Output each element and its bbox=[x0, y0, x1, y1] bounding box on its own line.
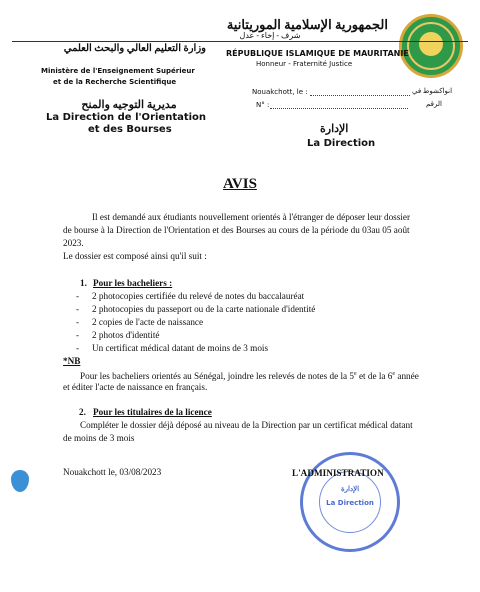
ministry-name-arabic: وزارة التعليم العالي والبحث العلمي bbox=[63, 43, 206, 54]
list-item: - Un certificat médical datant de moins de 3 mois bbox=[76, 343, 269, 353]
administration-french: La Direction bbox=[307, 138, 376, 149]
stamp-arabic: الإدارة bbox=[340, 485, 360, 493]
nb-line-2: et éditer l'acte de naissance en français. bbox=[63, 382, 208, 392]
section-1-number: 1. bbox=[80, 278, 87, 288]
issue-date: Nouakchott le, 03/08/2023 bbox=[63, 467, 162, 477]
composition-line: Le dossier est composé ainsi qu'il suit : bbox=[63, 251, 207, 261]
nb-label: *NB bbox=[63, 356, 81, 366]
water-drop-icon bbox=[11, 470, 29, 492]
list-item: - 2 photocopies du passeport ou de la carte nationale d'identité bbox=[76, 304, 316, 314]
nouakchott-date-label: Nouakchott, le : bbox=[252, 88, 308, 96]
direction-name-french-line-2: et des Bourses bbox=[88, 124, 172, 135]
ministry-name-french-line-1: Ministère de l'Enseignement Supérieur bbox=[41, 67, 195, 75]
section-2-number: 2. bbox=[79, 407, 86, 417]
nouakchott-date-blank bbox=[310, 95, 410, 96]
nouakchott-date-label-arabic: انواكشوط في bbox=[412, 87, 453, 95]
list-item: - 2 photos d'identité bbox=[76, 330, 160, 340]
motto-arabic: شرف - إخاء - عدل bbox=[239, 31, 301, 40]
nb-line-1: Pour les bacheliers orientés au Sénégal, joindre les relevés de notes de la 5e et de la 6e année bbox=[80, 371, 419, 382]
motto-french: Honneur - Fraternité Justice bbox=[256, 60, 353, 68]
stamp-french: La Direction bbox=[326, 499, 374, 507]
national-seal-icon bbox=[399, 14, 463, 78]
seal-crescent-star bbox=[419, 32, 443, 56]
list-item: - 2 copies de l'acte de naissance bbox=[76, 317, 204, 327]
republic-name-french: RÉPUBLIQUE ISLAMIQUE DE MAURITANIE bbox=[226, 49, 409, 58]
section-2-line-1: Compléter le dossier déjà déposé au niveau de la Direction par un certificat médical datant bbox=[80, 420, 413, 430]
administration-arabic: الإدارة bbox=[320, 123, 349, 135]
intro-line-1: Il est demandé aux étudiants nouvellement orientés à l'étranger de déposer leur dossier bbox=[92, 212, 411, 222]
reference-number-blank bbox=[270, 108, 408, 109]
reference-number-label-arabic: الرقم bbox=[426, 100, 442, 108]
section-1-title: Pour les bacheliers : bbox=[93, 278, 173, 288]
signature-block: L'ADMINISTRATION bbox=[292, 468, 384, 478]
intro-line-2: de bourse à la Direction de l'Orientation et des Bourses au cours de la période du 03au 05 août bbox=[63, 225, 410, 235]
section-2-title: Pour les titulaires de la licence bbox=[93, 407, 212, 417]
ministry-name-french-line-2: et de la Recherche Scientifique bbox=[53, 78, 177, 86]
notice-title: AVIS bbox=[223, 176, 257, 192]
direction-name-arabic: مديرية التوجيه والمنح bbox=[81, 99, 177, 111]
list-item: - 2 photocopies certifiée du relevé de notes du baccalauréat bbox=[76, 291, 305, 301]
intro-line-3: 2023. bbox=[63, 238, 84, 248]
direction-name-french-line-1: La Direction de l'Orientation bbox=[46, 112, 207, 123]
reference-number-label: N° : bbox=[256, 101, 270, 109]
header-divider bbox=[12, 41, 468, 42]
republic-name-arabic: الجمهورية الإسلامية الموريتانية bbox=[226, 17, 388, 32]
official-stamp bbox=[300, 452, 400, 552]
section-2-line-2: de moins de 3 mois bbox=[63, 433, 135, 443]
